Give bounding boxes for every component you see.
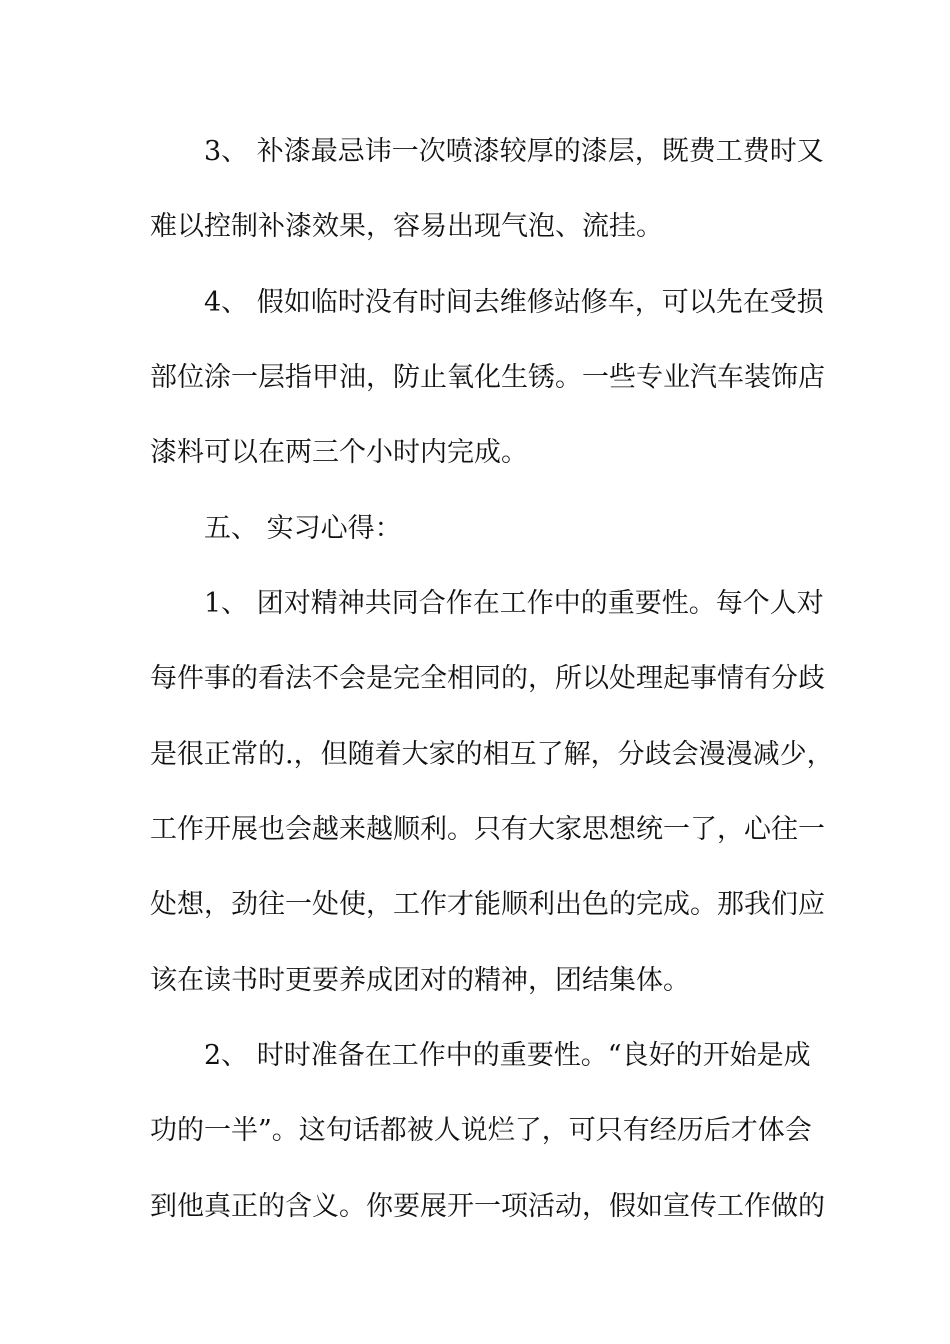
paragraph-1-line-2: 每件事的看法不会是完全相同的，所以处理起事情有分歧 [150,663,825,694]
paragraph-1-line-6: 该在读书时更要养成团对的精神，团结集体。 [150,965,690,996]
paragraph-1-line-1: 1、 团对精神共同合作在工作中的重要性。每个人对 [204,588,824,619]
paragraph-2-line-1: 2、 时时准备在工作中的重要性。“良好的开始是成 [204,1040,811,1071]
paragraph-4-line-2: 部位涂一层指甲油，防止氧化生锈。一些专业汽车装饰店 [150,362,825,393]
paragraph-3-line-2: 难以控制补漆效果，容易出现气泡、流挂。 [150,211,663,242]
paragraph-1-line-3: 是很正常的.，但随着大家的相互了解，分歧会漫漫减少， [150,739,834,770]
paragraph-4-line-3: 漆料可以在两三个小时内完成。 [150,437,528,468]
paragraph-2-line-3: 到他真正的含义。你要展开一项活动，假如宣传工作做的 [150,1191,825,1222]
paragraph-1-line-5: 处想，劲往一处使，工作才能顺利出色的完成。那我们应 [150,889,825,920]
paragraph-4-line-1: 4、 假如临时没有时间去维修站修车，可以先在受损 [204,287,824,318]
paragraph-1-line-4: 工作开展也会越来越顺利。只有大家思想统一了，心往一 [150,814,825,845]
paragraph-3-line-1: 3、 补漆最忌讳一次喷漆较厚的漆层，既费工费时又 [204,136,824,167]
section-heading: 五、 实习心得： [204,513,402,544]
paragraph-2-line-2: 功的一半”。这句话都被人说烂了，可只有经历后才体会 [150,1115,812,1146]
